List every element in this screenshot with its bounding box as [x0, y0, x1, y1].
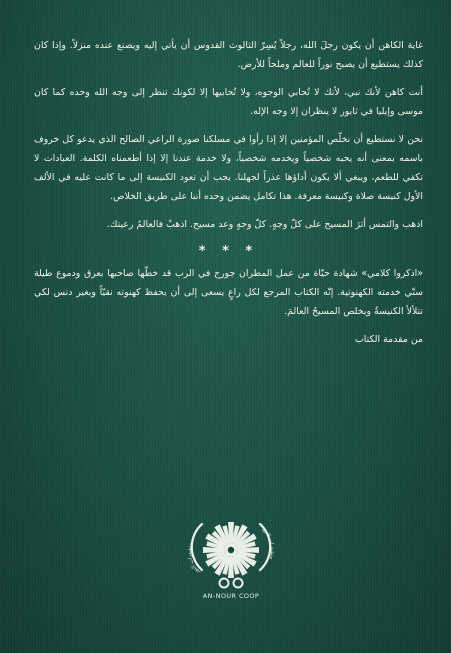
- quote-paragraph: «اذكروا كلامي» شهادة حيّاة من عمل المطران جورج في الرب قد خطّها صاحبها بعرق ودموع طيلة ستّي خدمته الكهنوتية. إنّه الكتاب المرجع لكل راعٍ يسعى إلى أن يحفظ كهنوته نقيّاً وبغير دنس لكي تتلألأ الكنيسةُ ويخلص المسيحُ العالمَ.: [34, 268, 423, 317]
- publisher-name: AN-NOUR COOP: [202, 592, 260, 600]
- sun-emblem-icon: [181, 510, 281, 592]
- blurb-paragraph-3: نحن لا نستطيع أن نخلّص المؤمنين إلا إذا رأوا في مسلكنا صورة الراعي الصالح الذي يدعو كل خروف باسمه بمعنى أنه يحبه شخصياً ويخدمه شخصياً، ولا خدمة عندنا إلا إذا أطعمناه الكلمة. العبادات لا تكفي للطعم، ويبغي ألا يكون أداؤها عذراً لجهلنا. يجب أن تعود الكنيسة إلى ما كانت عليه في الألف الأول كنيسة صلاة وكنيسة معرفة. هذا تكامل يضمن وحده أننا على طريق الخلاص.: [34, 134, 423, 202]
- section-separator: * * *: [198, 244, 259, 259]
- blurb-paragraph-2: أنت كاهن لأنك نبي، لأنك لا تُحابي الوجوه، ولا تُحابيها إلا لكونك تنظر إلى وجه الله وحده كما كان موسى وإيليا في ثابور لا ينظران إلا وجه الإله.: [34, 87, 423, 117]
- source-note: من مقدمة الكتاب: [354, 334, 423, 345]
- svg-text:منشورات النور: منشورات النور: [186, 542, 202, 576]
- logo-arabic-lettering: منشورات النور: [260, 526, 276, 560]
- publisher-logo: [181, 510, 281, 600]
- blurb-paragraph-4: اذهب والتمس أثرَ المسيح على كلّ وجهٍ. كلّ وجهٍ وعد مسيح. اذهبْ فالعالمُ رعيتك.: [106, 219, 423, 230]
- blurb-text: [34, 36, 423, 358]
- blurb-paragraph-1: غاية الكاهن أن يكون رجلَ الله، رجلاً يُسِرّ الثالوث القدوس أن يأتي إليه ويصنع عنده منزلاً. وإذا كان كذلك يستطيع أن يصبح نوراً للعالم وملحاً للأرض.: [34, 40, 423, 70]
